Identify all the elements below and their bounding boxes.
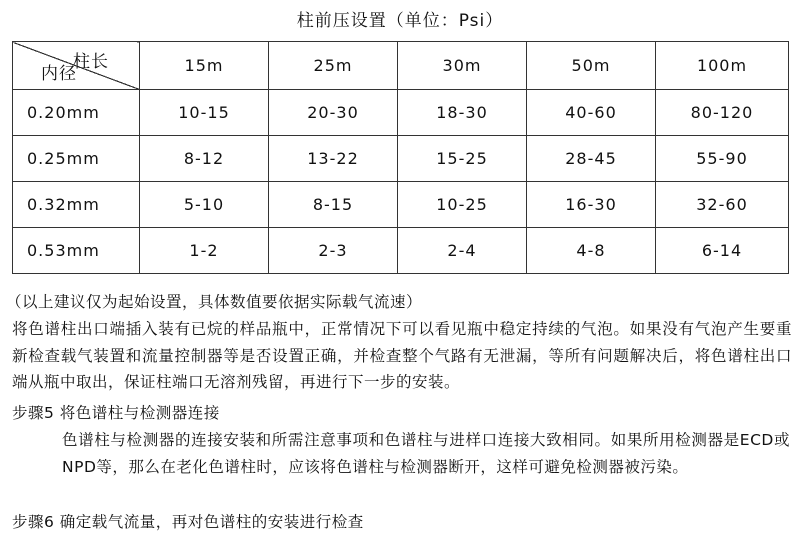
step6-heading: 步骤6 确定载气流量，再对色谱柱的安装进行检查 <box>12 513 364 531</box>
table-cell: 2-4 <box>398 228 527 274</box>
pressure-table <box>12 41 789 274</box>
row-header: 0.25mm <box>13 136 140 182</box>
column-header: 30m <box>398 42 527 90</box>
table-cell: 8-15 <box>269 182 398 228</box>
table-cell: 20-30 <box>269 90 398 136</box>
table-title: 柱前压设置（单位：Psi） <box>296 11 504 31</box>
settings-note: （以上建议仅为起始设置，具体数值要依据实际载气流速） <box>6 293 423 311</box>
table-cell: 4-8 <box>527 228 656 274</box>
column-header: 50m <box>527 42 656 90</box>
table-row <box>13 228 789 274</box>
column-header: 15m <box>140 42 269 90</box>
table-cell: 55-90 <box>656 136 789 182</box>
step5-body: 色谱柱与检测器的连接安装和所需注意事项和色谱柱与进样口连接大致相同。如果所用检测器是ECD或NPD等，那么在老化色谱柱时，应该将色谱柱与检测器断开，这样可避免检测器被污染。 <box>62 431 790 476</box>
row-header: 0.32mm <box>13 182 140 228</box>
inner-diameter-label: 内径 <box>41 64 77 84</box>
row-header: 0.53mm <box>13 228 140 274</box>
table-cell: 40-60 <box>527 90 656 136</box>
table-header-row <box>13 42 789 90</box>
table-cell: 5-10 <box>140 182 269 228</box>
table-corner-cell <box>13 42 140 90</box>
table-row <box>13 182 789 228</box>
table-row <box>13 136 789 182</box>
column-header: 100m <box>656 42 789 90</box>
column-header: 25m <box>269 42 398 90</box>
body-paragraph: 将色谱柱出口端插入装有已烷的样品瓶中，正常情况下可以看见瓶中稳定持续的气泡。如果没有气泡产生要重新检查载气装置和流量控制器等是否设置正确，并检查整个气路有无泄漏，等所有问题解决后，将色谱柱出口端从瓶中取出，保证柱端口无溶剂残留，再进行下一步的安装。 <box>12 320 792 391</box>
table-cell: 1-2 <box>140 228 269 274</box>
table-cell: 13-22 <box>269 136 398 182</box>
column-length-label: 柱长 <box>73 52 109 72</box>
table-cell: 6-14 <box>656 228 789 274</box>
table-row <box>13 90 789 136</box>
table-cell: 2-3 <box>269 228 398 274</box>
table-cell: 80-120 <box>656 90 789 136</box>
table-cell: 10-15 <box>140 90 269 136</box>
table-cell: 18-30 <box>398 90 527 136</box>
table-cell: 16-30 <box>527 182 656 228</box>
step5-heading: 步骤5 将色谱柱与检测器连接 <box>12 404 220 422</box>
table-cell: 28-45 <box>527 136 656 182</box>
table-cell: 32-60 <box>656 182 789 228</box>
table-cell: 8-12 <box>140 136 269 182</box>
table-cell: 15-25 <box>398 136 527 182</box>
table-cell: 10-25 <box>398 182 527 228</box>
row-header: 0.20mm <box>13 90 140 136</box>
